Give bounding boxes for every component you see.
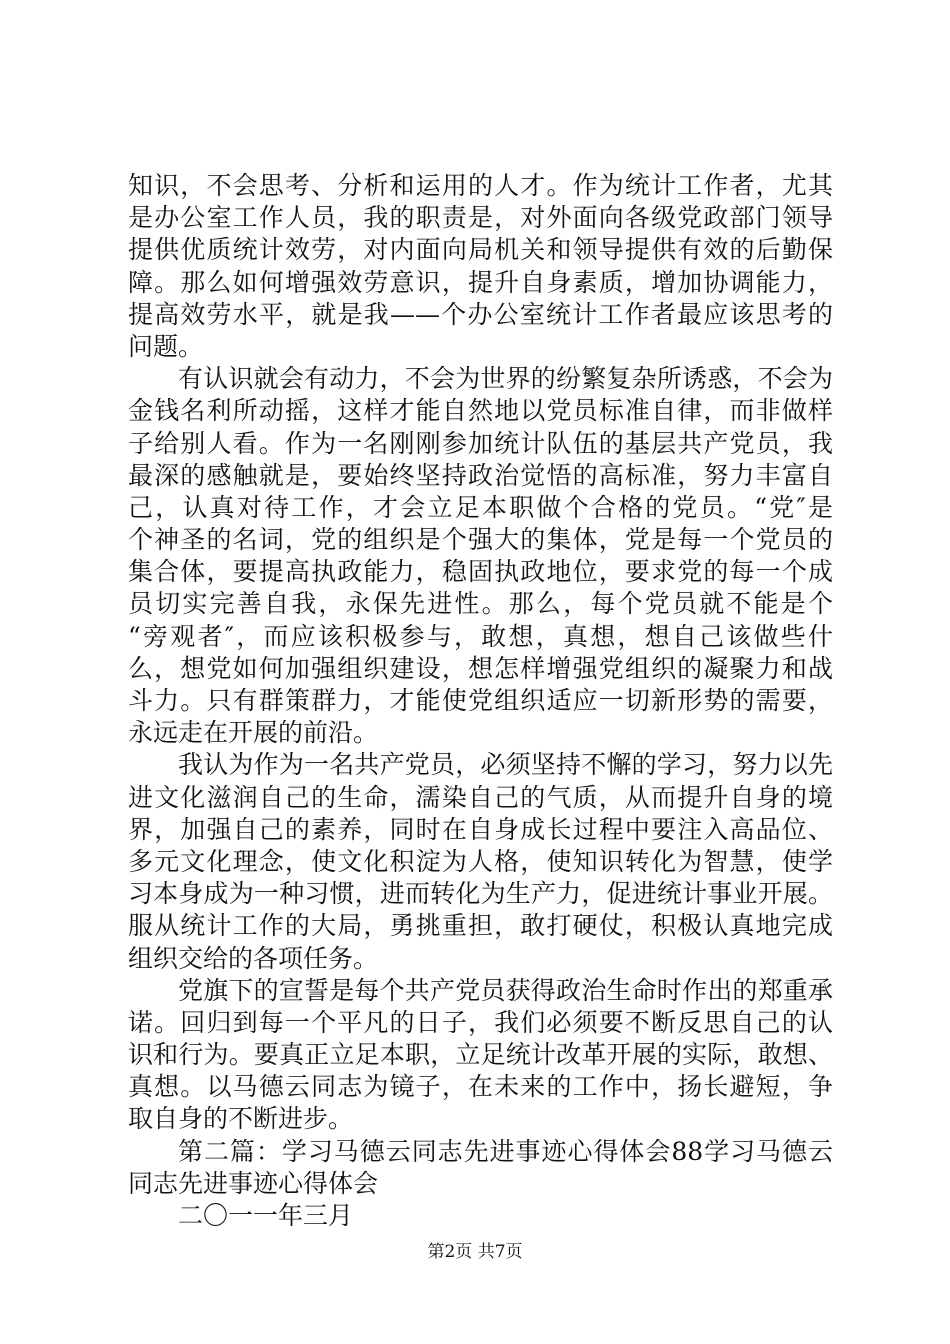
text-line: 第二篇：学习马德云同志先进事迹心得体会88学习马德云 <box>178 1136 833 1166</box>
text-line: 识和行为。要真正立足本职，立足统计改革开展的实际，敢想、 <box>128 1040 833 1070</box>
text-line: 斗力。只有群策群力，才能使党组织适应一切新形势的需要， <box>128 686 833 715</box>
text-line: 员切实完善自我，永保先进性。那么，每个党员就不能是个 <box>128 589 833 619</box>
paragraph-3 <box>128 749 833 974</box>
text-line: 子给别人看。作为一名刚刚参加统计队伍的基层共产党员，我 <box>128 428 833 458</box>
paragraph-1 <box>128 170 833 363</box>
section-heading <box>128 1136 833 1200</box>
text-line: 集合体，要提高执政能力，稳固执政地位，要求党的每一个成 <box>128 557 833 587</box>
text-line: 问题。 <box>128 331 204 361</box>
text-line: 组织交给的各项任务。 <box>128 943 379 973</box>
text-line: 么，想党如何加强组织建设，想怎样增强党组织的凝聚力和战 <box>128 653 833 683</box>
text-line: 多元文化理念，使文化积淀为人格，使知识转化为智慧，使学 <box>128 846 833 876</box>
text-line: 同志先进事迹心得体会 <box>128 1168 379 1198</box>
text-line: 永远走在开展的前沿。 <box>128 718 379 748</box>
page-number-footer: 第2页 共7页 <box>427 1242 523 1262</box>
text-line: 我认为作为一名共产党员，必须坚持不懈的学习，努力以先 <box>178 750 833 780</box>
text-line: 障。那么如何增强效劳意识，提升自身素质，增加协调能力， <box>128 267 833 297</box>
text-line: 界，加强自己的素养，同时在自身成长过程中要注入高品位、 <box>128 814 833 844</box>
text-line: 己，认真对待工作，才会立足本职做个合格的党员。“党″是 <box>128 492 833 522</box>
text-line: 取自身的不断进步。 <box>128 1104 354 1134</box>
text-line: 有认识就会有动力，不会为世界的纷繁复杂所诱惑，不会为 <box>178 364 833 394</box>
paragraph-4 <box>128 975 833 1136</box>
text-line: 知识，不会思考、分析和运用的人才。作为统计工作者，尤其 <box>128 171 833 200</box>
text-line: 服从统计工作的大局，勇挑重担，敢打硬仗，积极认真地完成 <box>128 911 833 941</box>
date-line <box>128 1200 833 1232</box>
text-line: 是办公室工作人员，我的职责是，对外面向各级党政部门领导 <box>128 203 833 233</box>
paragraph-2 <box>128 363 833 749</box>
text-line: 二〇一一年三月 <box>178 1201 354 1230</box>
text-line: 真想。以马德云同志为镜子，在未来的工作中，扬长避短，争 <box>128 1072 833 1102</box>
text-line: 金钱名利所动摇，这样才能自然地以党员标准自律，而非做样 <box>128 396 833 426</box>
text-line: 最深的感触就是，要始终坚持政治觉悟的高标准，努力丰富自 <box>128 460 833 490</box>
text-line: 个神圣的名词，党的组织是个强大的集体，党是每一个党员的 <box>128 525 833 555</box>
text-line: 诺。回归到每一个平凡的日子，我们必须要不断反思自己的认 <box>128 1007 833 1037</box>
document-body <box>128 170 833 1232</box>
text-line: 习本身成为一种习惯，进而转化为生产力，促进统计事业开展。 <box>128 879 833 909</box>
text-line: 提高效劳水平，就是我——个办公室统计工作者最应该思考的 <box>128 299 833 329</box>
text-line: 党旗下的宣誓是每个共产党员获得政治生命时作出的郑重承 <box>178 975 833 1005</box>
text-line: 进文化滋润自己的生命，濡染自己的气质，从而提升自身的境 <box>128 782 833 812</box>
text-line: 提供优质统计效劳，对内面向局机关和领导提供有效的后勤保 <box>128 235 833 265</box>
text-line: “旁观者″，而应该积极参与，敢想，真想，想自己该做些什 <box>128 621 833 651</box>
